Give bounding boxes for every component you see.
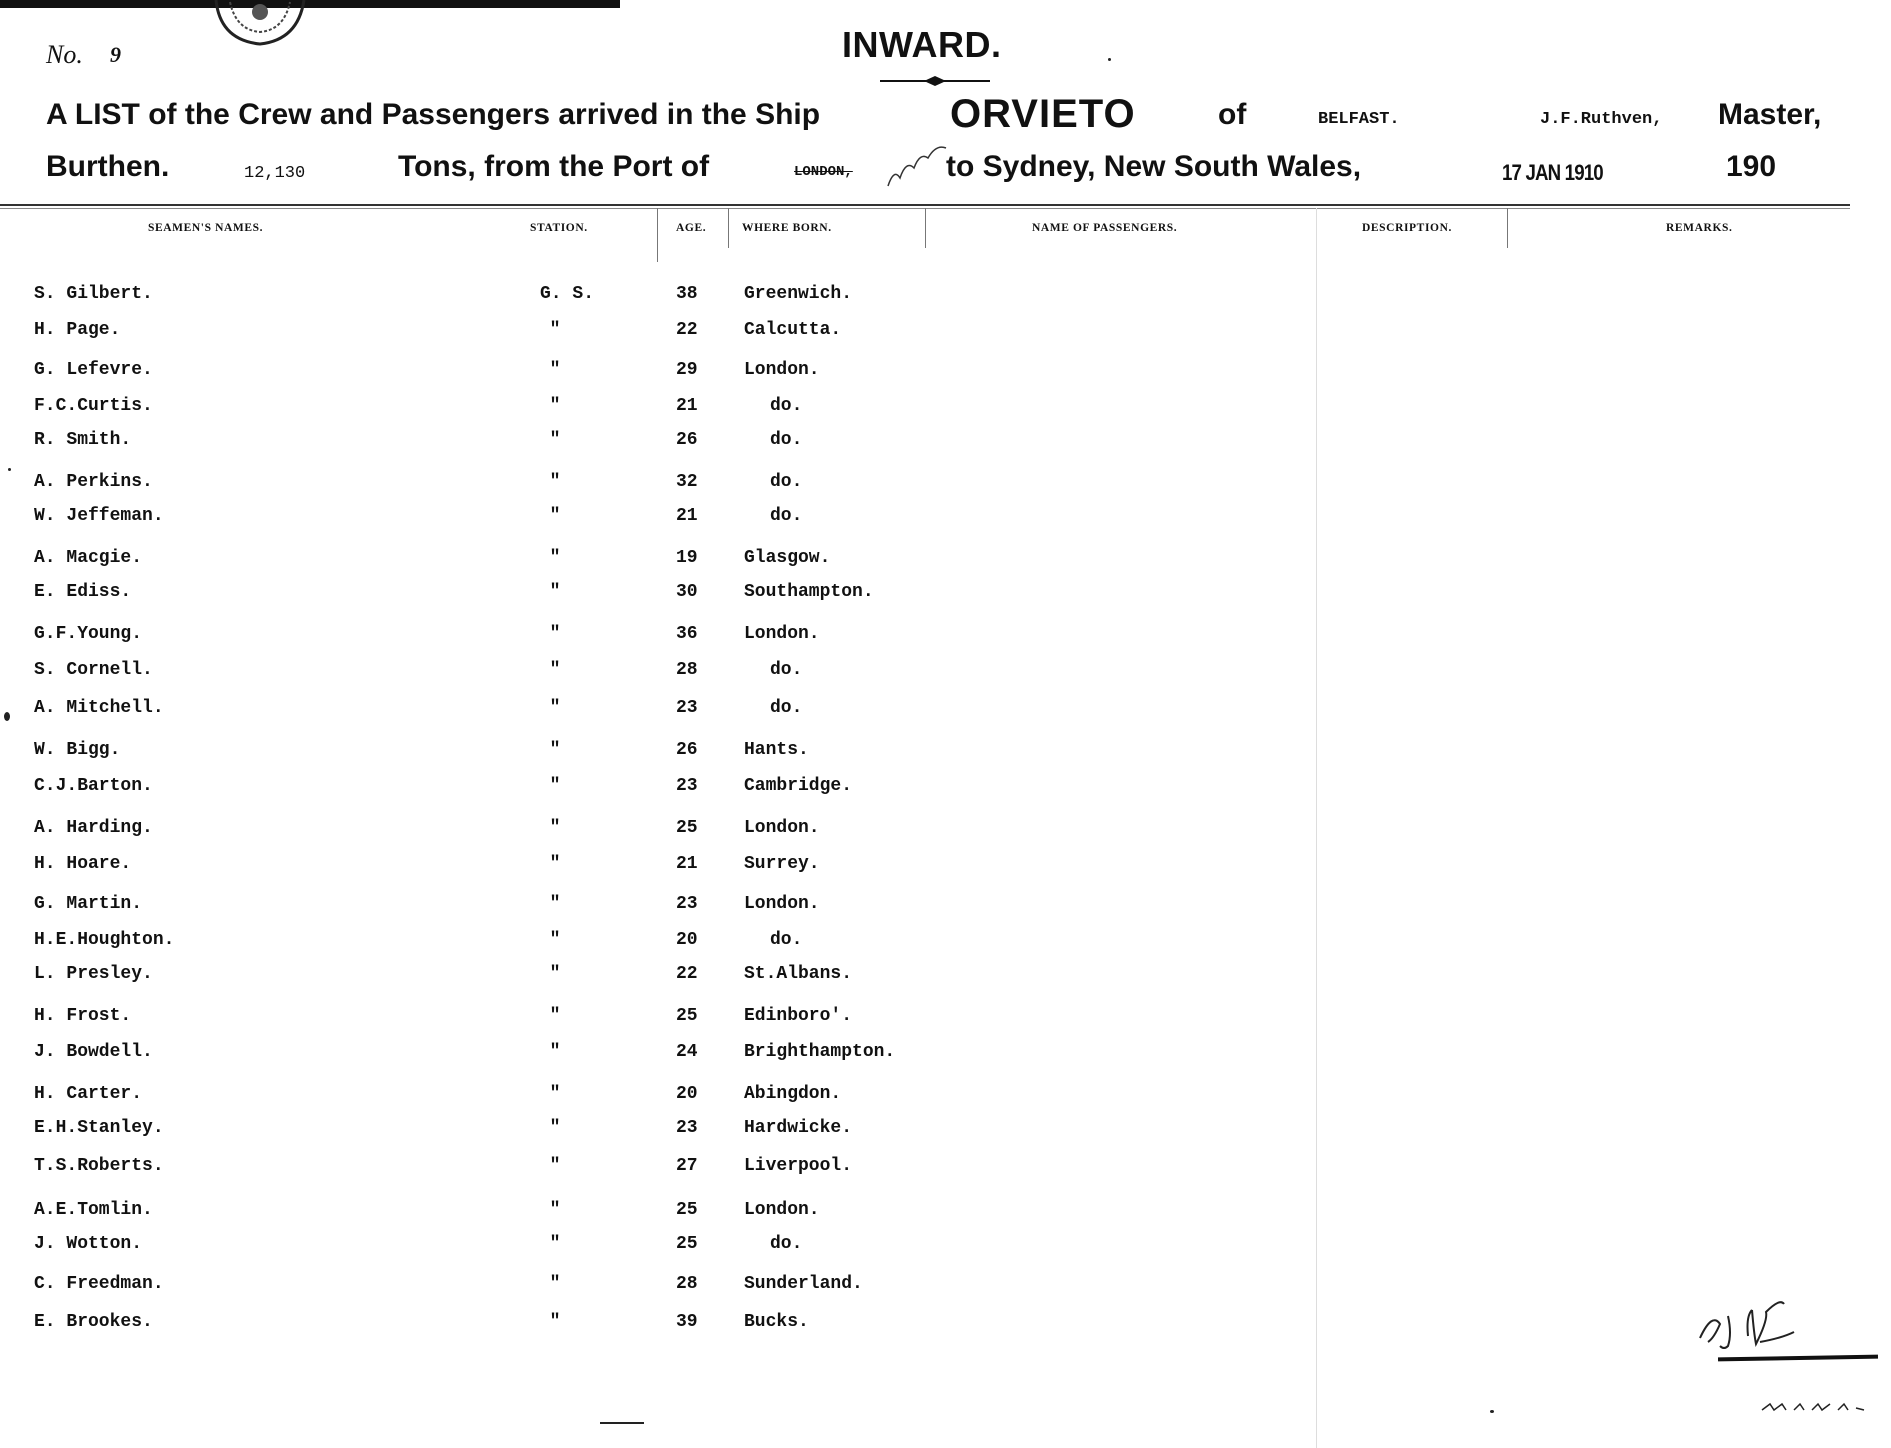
crew-station: ": [549, 964, 561, 984]
crew-row: [0, 1200, 1000, 1230]
crew-birthplace: do.: [770, 506, 803, 526]
crew-birthplace: London.: [744, 624, 820, 644]
crew-name: A.E.Tomlin.: [34, 1200, 153, 1220]
crew-station: ": [549, 660, 561, 680]
crew-name: H.E.Houghton.: [34, 930, 175, 950]
crew-birthplace: Abingdon.: [744, 1084, 842, 1104]
home-port: BELFAST.: [1318, 110, 1400, 129]
crew-name: A. Perkins.: [34, 472, 153, 492]
scan-speck: [8, 468, 11, 471]
crew-birthplace: London.: [744, 360, 820, 380]
crew-row: [0, 1084, 1000, 1114]
crew-age: 21: [676, 396, 698, 416]
crew-row: [0, 1312, 1000, 1342]
crew-station: ": [549, 430, 561, 450]
crew-row: [0, 320, 1000, 350]
crew-name: J. Bowdell.: [34, 1042, 153, 1062]
column-divider: [728, 208, 729, 248]
crew-station: ": [549, 548, 561, 568]
crew-birthplace: do.: [770, 660, 803, 680]
destination-text: to Sydney, New South Wales,: [946, 150, 1362, 183]
master-label: Master,: [1718, 98, 1822, 131]
crew-name: A. Macgie.: [34, 548, 143, 568]
crew-name: G. Martin.: [34, 894, 143, 914]
crew-row: [0, 430, 1000, 460]
crew-birthplace: Surrey.: [744, 854, 820, 874]
crew-row: [0, 1118, 1000, 1148]
crew-name: H. Hoare.: [34, 854, 132, 874]
column-header-description: DESCRIPTION.: [1362, 222, 1452, 234]
crew-age: 23: [676, 698, 698, 718]
crew-age: 30: [676, 582, 698, 602]
crew-row: [0, 396, 1000, 426]
crew-name: C. Freedman.: [34, 1274, 164, 1294]
crew-row: [0, 660, 1000, 690]
crew-station: ": [549, 818, 561, 838]
crew-birthplace: Bucks.: [744, 1312, 809, 1332]
from-port: LONDON,: [794, 164, 853, 180]
crew-birthplace: Liverpool.: [744, 1156, 853, 1176]
crew-birthplace: Sunderland.: [744, 1274, 863, 1294]
column-header-remarks: REMARKS.: [1666, 222, 1733, 234]
column-divider: [1316, 208, 1317, 1448]
header-rule: [0, 204, 1850, 206]
number-label: No.: [46, 40, 83, 69]
crew-row: [0, 1234, 1000, 1264]
crew-birthplace: do.: [770, 430, 803, 450]
crew-row: [0, 1006, 1000, 1036]
crew-age: 22: [676, 964, 698, 984]
crew-name: E. Ediss.: [34, 582, 132, 602]
crew-name: S. Gilbert.: [34, 284, 153, 304]
crew-station: ": [549, 1006, 561, 1026]
column-header-station: STATION.: [530, 222, 588, 234]
crew-row: [0, 964, 1000, 994]
column-divider: [925, 208, 926, 248]
crew-age: 38: [676, 284, 698, 304]
column-header-seamen-names: SEAMEN'S NAMES.: [148, 222, 264, 234]
scan-speck: [4, 712, 10, 721]
crew-name: W. Jeffeman.: [34, 506, 164, 526]
crew-age: 20: [676, 930, 698, 950]
column-divider: [657, 208, 658, 262]
crew-birthplace: Southampton.: [744, 582, 874, 602]
crew-station: ": [549, 624, 561, 644]
crew-name: S. Cornell.: [34, 660, 153, 680]
crew-age: 21: [676, 854, 698, 874]
crew-row: [0, 582, 1000, 612]
crew-age: 21: [676, 506, 698, 526]
crew-station: ": [549, 582, 561, 602]
document-title: INWARD.: [842, 24, 1002, 65]
crew-station: ": [549, 1084, 561, 1104]
crew-name: R. Smith.: [34, 430, 132, 450]
crew-station: ": [549, 472, 561, 492]
crew-station: ": [549, 1042, 561, 1062]
crew-birthplace: Hardwicke.: [744, 1118, 853, 1138]
scan-speck: [600, 1422, 644, 1424]
crew-name: T.S.Roberts.: [34, 1156, 164, 1176]
official-stamp: [210, 0, 310, 48]
crew-age: 25: [676, 818, 698, 838]
crew-age: 27: [676, 1156, 698, 1176]
crew-station: ": [549, 854, 561, 874]
crew-age: 26: [676, 430, 698, 450]
master-name: J.F.Ruthven,: [1540, 110, 1663, 129]
tons-text: Tons, from the Port of: [398, 150, 710, 183]
crew-row: [0, 284, 1000, 314]
column-header-passenger-names: NAME OF PASSENGERS.: [1032, 222, 1178, 234]
crew-row: [0, 360, 1000, 390]
crew-station: G. S.: [540, 284, 595, 304]
crew-row: [0, 472, 1000, 502]
crew-birthplace: St.Albans.: [744, 964, 853, 984]
crew-birthplace: London.: [744, 1200, 820, 1220]
crew-age: 36: [676, 624, 698, 644]
date-stamp: 17 JAN 1910: [1502, 160, 1603, 185]
crew-age: 28: [676, 1274, 698, 1294]
crew-row: [0, 776, 1000, 806]
crew-age: 23: [676, 1118, 698, 1138]
crew-station: ": [549, 776, 561, 796]
tons-value: 12,130: [244, 164, 306, 183]
crew-name: A. Harding.: [34, 818, 153, 838]
number-value: 9: [110, 42, 121, 67]
crew-age: 23: [676, 776, 698, 796]
crew-age: 25: [676, 1006, 698, 1026]
column-header-age: AGE.: [676, 222, 707, 234]
crew-birthplace: London.: [744, 818, 820, 838]
crew-station: ": [549, 1312, 561, 1332]
crew-age: 25: [676, 1234, 698, 1254]
crew-station: ": [549, 894, 561, 914]
scan-speck: [1490, 1410, 1494, 1413]
crew-station: ": [549, 506, 561, 526]
crew-row: [0, 1274, 1000, 1304]
crew-station: ": [549, 698, 561, 718]
scan-edge-bar: [0, 0, 620, 8]
crew-station: ": [549, 1274, 561, 1294]
crew-age: 26: [676, 740, 698, 760]
crew-station: ": [549, 396, 561, 416]
crew-name: H. Frost.: [34, 1006, 132, 1026]
crew-age: 25: [676, 1200, 698, 1220]
crew-birthplace: Glasgow.: [744, 548, 831, 568]
crew-age: 28: [676, 660, 698, 680]
crew-name: C.J.Barton.: [34, 776, 153, 796]
crew-birthplace: Hants.: [744, 740, 809, 760]
crew-birthplace: do.: [770, 1234, 803, 1254]
crew-name: E.H.Stanley.: [34, 1118, 164, 1138]
crew-row: [0, 548, 1000, 578]
crew-row: [0, 894, 1000, 924]
crew-birthplace: Edinboro'.: [744, 1006, 853, 1026]
crew-birthplace: Calcutta.: [744, 320, 842, 340]
crew-name: E. Brookes.: [34, 1312, 153, 1332]
crew-row: [0, 624, 1000, 654]
signature-caption-scrawl: [1760, 1398, 1870, 1414]
crew-age: 29: [676, 360, 698, 380]
crew-row: [0, 740, 1000, 770]
burthen-label: Burthen.: [46, 150, 170, 183]
crew-name: F.C.Curtis.: [34, 396, 153, 416]
of-label: of: [1218, 98, 1247, 131]
crew-row: [0, 506, 1000, 536]
crew-name: J. Wotton.: [34, 1234, 143, 1254]
crew-row: [0, 930, 1000, 960]
crew-age: 39: [676, 1312, 698, 1332]
crew-age: 23: [676, 894, 698, 914]
crew-row: [0, 818, 1000, 848]
crew-station: ": [549, 930, 561, 950]
crew-birthplace: Cambridge.: [744, 776, 853, 796]
crew-age: 20: [676, 1084, 698, 1104]
scan-speck: [1108, 58, 1111, 61]
crew-birthplace: Greenwich.: [744, 284, 853, 304]
crew-age: 24: [676, 1042, 698, 1062]
crew-name: G. Lefevre.: [34, 360, 153, 380]
crew-birthplace: Brighthampton.: [744, 1042, 896, 1062]
crew-station: ": [549, 1156, 561, 1176]
crew-name: H. Page.: [34, 320, 121, 340]
crew-birthplace: do.: [770, 930, 803, 950]
crew-birthplace: London.: [744, 894, 820, 914]
crew-station: ": [549, 1234, 561, 1254]
crew-row: [0, 698, 1000, 728]
title-ornament: [880, 76, 990, 86]
crew-station: ": [549, 1200, 561, 1220]
list-heading-text: A LIST of the Crew and Passengers arrived in the Ship: [46, 98, 821, 131]
crew-age: 22: [676, 320, 698, 340]
crew-name: G.F.Young.: [34, 624, 143, 644]
crew-station: ": [549, 1118, 561, 1138]
crew-row: [0, 854, 1000, 884]
crew-name: H. Carter.: [34, 1084, 143, 1104]
crew-name: W. Bigg.: [34, 740, 121, 760]
crew-row: [0, 1042, 1000, 1072]
year-prefix: 190: [1726, 150, 1777, 183]
ship-name: ORVIETO: [950, 92, 1136, 136]
crew-station: ": [549, 740, 561, 760]
crew-birthplace: do.: [770, 698, 803, 718]
signature: [1690, 1276, 1850, 1376]
crew-name: L. Presley.: [34, 964, 153, 984]
crew-station: ": [549, 360, 561, 380]
crew-station: ": [549, 320, 561, 340]
crew-age: 32: [676, 472, 698, 492]
crew-birthplace: do.: [770, 396, 803, 416]
crew-row: [0, 1156, 1000, 1186]
column-divider: [1507, 208, 1508, 248]
crew-birthplace: do.: [770, 472, 803, 492]
crew-name: A. Mitchell.: [34, 698, 164, 718]
column-header-where-born: WHERE BORN.: [742, 222, 832, 234]
crew-age: 19: [676, 548, 698, 568]
